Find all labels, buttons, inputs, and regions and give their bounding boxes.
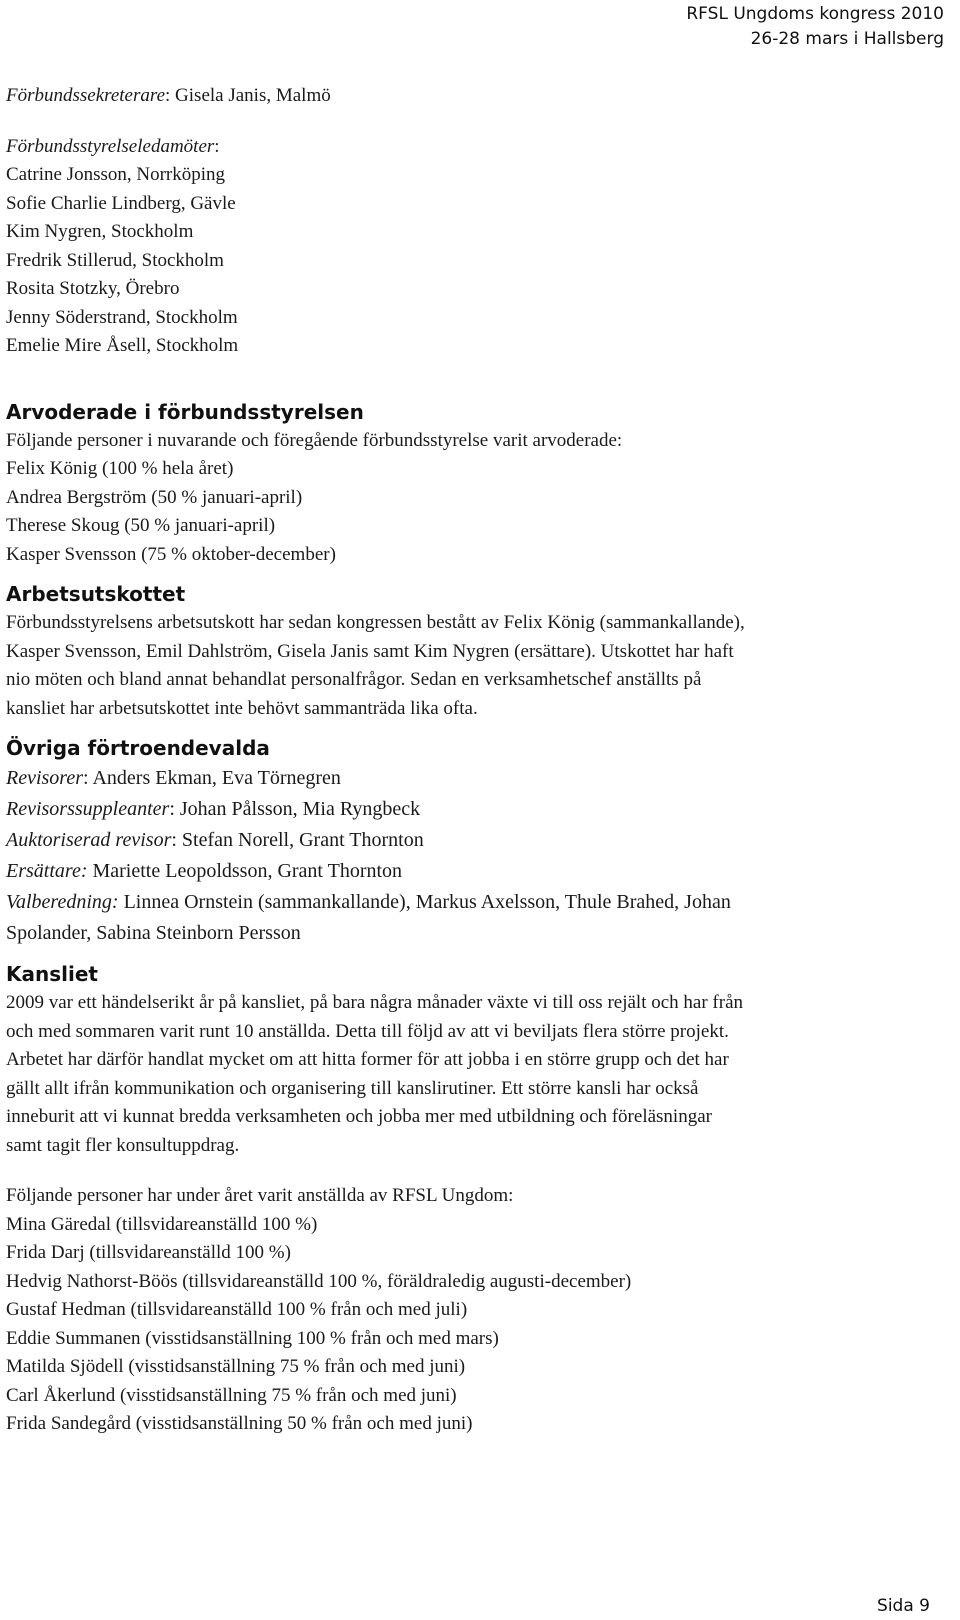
header-event-dates: 26-28 mars i Hallsberg bbox=[750, 29, 944, 49]
secretary-value: : Gisela Janis, Malmö bbox=[165, 85, 331, 106]
entry-value: : Johan Pålsson, Mia Ryngbeck bbox=[169, 798, 421, 820]
entry-auditors bbox=[6, 763, 946, 794]
paragraph-line: 2009 var ett händelserikt år på kansliet, på bara några månader växte vi till oss rejält och har från bbox=[6, 992, 744, 1013]
entry-label: Ersättare: bbox=[6, 860, 88, 882]
board-label-suffix: : bbox=[214, 135, 220, 157]
list-item: Frida Darj (tillsvidareanställd 100 %) bbox=[6, 1242, 291, 1263]
entry-value: Mariette Leopoldsson, Grant Thornton bbox=[87, 860, 403, 882]
paragraph-line: gällt allt ifrån kommunikation och organisering till kanslirutiner. Ett större kansli har också bbox=[6, 1077, 699, 1099]
list-item: Andrea Bergström (50 % januari-april) bbox=[6, 486, 303, 508]
list-item: Therese Skoug (50 % januari-april) bbox=[6, 515, 276, 536]
list-item: Frida Sandegård (visstidsanställning 50 % från och med juni) bbox=[6, 1413, 473, 1434]
paragraph-line: Kasper Svensson, Emil Dahlström, Gisela Janis samt Kim Nygren (ersättare). Utskottet har haft bbox=[6, 640, 734, 662]
list-item: Jenny Söderstrand, Stockholm bbox=[6, 306, 238, 328]
secretary-line bbox=[6, 82, 946, 111]
secretary-label: Förbundssekreterare bbox=[6, 85, 166, 106]
entry-continuation: Spolander, Sabina Steinborn Persson bbox=[6, 922, 301, 944]
list-item: Gustaf Hedman (tillsvidareanställd 100 % från och med juli) bbox=[6, 1299, 468, 1320]
list-item: Rosita Stotzky, Örebro bbox=[6, 278, 180, 299]
board-label: Förbundsstyrelseledamöter bbox=[6, 135, 215, 157]
paragraph-line: Förbundsstyrelsens arbetsutskott har sedan kongressen bestått av Felix König (sammankallande), bbox=[6, 612, 745, 633]
board-member-list bbox=[6, 161, 946, 361]
page-number: Sida 9 bbox=[877, 1596, 930, 1616]
section-heading-paid: Arvoderade i förbundsstyrelsen bbox=[6, 399, 364, 424]
page-header bbox=[686, 2, 944, 52]
section-heading-other: Övriga förtroendevalda bbox=[6, 736, 270, 760]
entry-value: : Anders Ekman, Eva Törnegren bbox=[83, 767, 341, 789]
committee-paragraph bbox=[6, 609, 946, 723]
paragraph-line: Följande personer i nuvarande och föregående förbundsstyrelse varit arvoderade: bbox=[6, 429, 623, 451]
paragraph-line: kansliet har arbetsutskottet inte behövt sammanträda lika ofta. bbox=[6, 697, 478, 719]
staff-intro: Följande personer har under året varit anställda av RFSL Ungdom: bbox=[6, 1185, 514, 1206]
list-item: Hedvig Nathorst-Böös (tillsvidareanställd 100 %, föräldraledig augusti-december) bbox=[6, 1270, 632, 1292]
paragraph-line: och med sommaren varit runt 10 anställda. Detta till följd av att vi beviljats flera större projekt. bbox=[6, 1020, 729, 1042]
list-item: Matilda Sjödell (visstidsanställning 75 % från och med juni) bbox=[6, 1356, 466, 1377]
list-item: Eddie Summanen (visstidsanställning 100 % från och med mars) bbox=[6, 1327, 499, 1349]
staff-section bbox=[6, 1182, 946, 1439]
other-section bbox=[6, 763, 946, 949]
paid-section bbox=[6, 427, 946, 570]
office-paragraph bbox=[6, 989, 946, 1160]
entry-label: Revisorssuppleanter bbox=[6, 798, 170, 820]
entry-substitute bbox=[6, 856, 946, 887]
list-item: Sofie Charlie Lindberg, Gävle bbox=[6, 192, 236, 214]
list-item: Catrine Jonsson, Norrköping bbox=[6, 164, 226, 185]
entry-deputy-auditors bbox=[6, 794, 946, 825]
document-body bbox=[6, 82, 946, 1439]
list-item: Fredrik Stillerud, Stockholm bbox=[6, 249, 224, 271]
list-item: Carl Åkerlund (visstidsanställning 75 % från och med juni) bbox=[6, 1384, 457, 1406]
paragraph-line: Arbetet har därför handlat mycket om att hitta former för att jobba i en större grupp och det har bbox=[6, 1049, 729, 1070]
section-heading-office: Kansliet bbox=[6, 962, 98, 986]
header-event-title: RFSL Ungdoms kongress 2010 bbox=[686, 4, 944, 24]
list-item: Kim Nygren, Stockholm bbox=[6, 221, 194, 242]
paragraph-line: samt tagit fler konsultuppdrag. bbox=[6, 1134, 240, 1156]
entry-authorized-auditor bbox=[6, 825, 946, 856]
list-item: Emelie Mire Åsell, Stockholm bbox=[6, 335, 239, 356]
entry-value: Linnea Ornstein (sammankallande), Markus Axelsson, Thule Brahed, Johan bbox=[118, 891, 731, 913]
list-item: Kasper Svensson (75 % oktober-december) bbox=[6, 543, 336, 565]
board-label-line bbox=[6, 133, 946, 162]
list-item: Felix König (100 % hela året) bbox=[6, 458, 234, 479]
entry-label: Auktoriserad revisor bbox=[6, 829, 172, 851]
entry-label: Valberedning: bbox=[6, 891, 119, 913]
entry-label: Revisorer bbox=[6, 767, 84, 789]
list-item: Mina Gäredal (tillsvidareanställd 100 %) bbox=[6, 1213, 318, 1235]
section-heading-committee: Arbetsutskottet bbox=[6, 582, 186, 606]
entry-nomination-committee bbox=[6, 887, 946, 918]
entry-value: : Stefan Norell, Grant Thornton bbox=[171, 829, 424, 851]
paragraph-line: inneburit att vi kunnat bredda verksamheten och jobba mer med utbildning och föreläsningar bbox=[6, 1106, 712, 1127]
paragraph-line: nio möten och bland annat behandlat personalfrågor. Sedan en verksamhetschef anställts på bbox=[6, 669, 702, 690]
